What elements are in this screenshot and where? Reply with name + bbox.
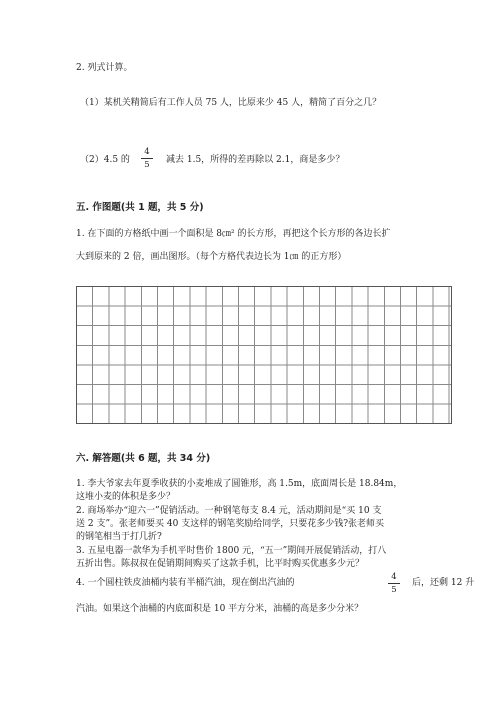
question-2-2-prefix: （2）4.5 的 [80,155,130,165]
question-6-1-line2: 这堆小麦的体积是多少？ [76,492,176,502]
fraction-bar [388,583,400,584]
question-2-1: （1）某机关精简后有工作人员 75 人，比原来少 45 人，精简了百分之几？ [80,98,382,108]
question-6-4-line2: 汽油。如果这个油桶的内底面积是 10 平方分米，油桶的高是多少分米？ [76,604,364,614]
question-2-2-suffix: 减去 1.5，所得的差再除以 2.1，商是多少？ [166,155,345,165]
drawing-grid[interactable] [76,286,452,424]
question-6-2-line2: 送 2 支”。张老师要买 40 支这样的钢笔奖励给同学，只要花多少钱?张老师买 [76,519,385,529]
question-6-3-line1: 3. 五星电器一款华为手机平时售价 1800 元，“五一”期间开展促销活动，打八 [76,546,387,556]
section-2-title: 2. 列式计算。 [76,63,133,73]
section-6-heading: 六. 解答题(共 6 题，共 34 分) [76,453,211,464]
question-5-1-line2: 大到原来的 2 倍，画出图形。（每个方格代表边长为 1㎝ 的正方形） [76,252,347,262]
question-6-2-line3: 的钢笔相当于打几折? [76,532,162,542]
question-6-4-suffix: 后，还剩 12 升 [412,578,475,588]
question-6-1-line1: 1. 李大爷家去年夏季收获的小麦堆成了圆锥形，高 1.5m，底面周长是 18.84m， [76,479,403,489]
fraction-bar [141,158,153,159]
fraction-denominator: 5 [144,160,150,170]
fraction-4-5 [387,572,401,595]
question-6-4-prefix: 4. 一个圆柱铁皮油桶内装有半桶汽油，现在倒出汽油的 [76,578,295,588]
question-5-1-line1: 1. 在下面的方格纸中画一个面积是 8㎝² 的长方形，再把这个长方形的各边长扩 [76,229,391,239]
fraction-denominator: 5 [391,585,397,595]
question-6-3-line2: 五折出售。陈叔叔在促销期间购买了这款手机，比平时购买优惠多少元？ [76,559,365,569]
fraction-numerator: 4 [391,572,397,582]
question-6-2-line1: 2. 商场举办“迎六一”促销活动。一种钢笔每支 8.4 元，活动期间是“买 10 支 [76,506,382,516]
fraction-numerator: 4 [144,147,150,157]
fraction-4-5 [140,147,154,170]
section-5-heading: 五. 作图题(共 1 题，共 5 分) [76,202,204,213]
